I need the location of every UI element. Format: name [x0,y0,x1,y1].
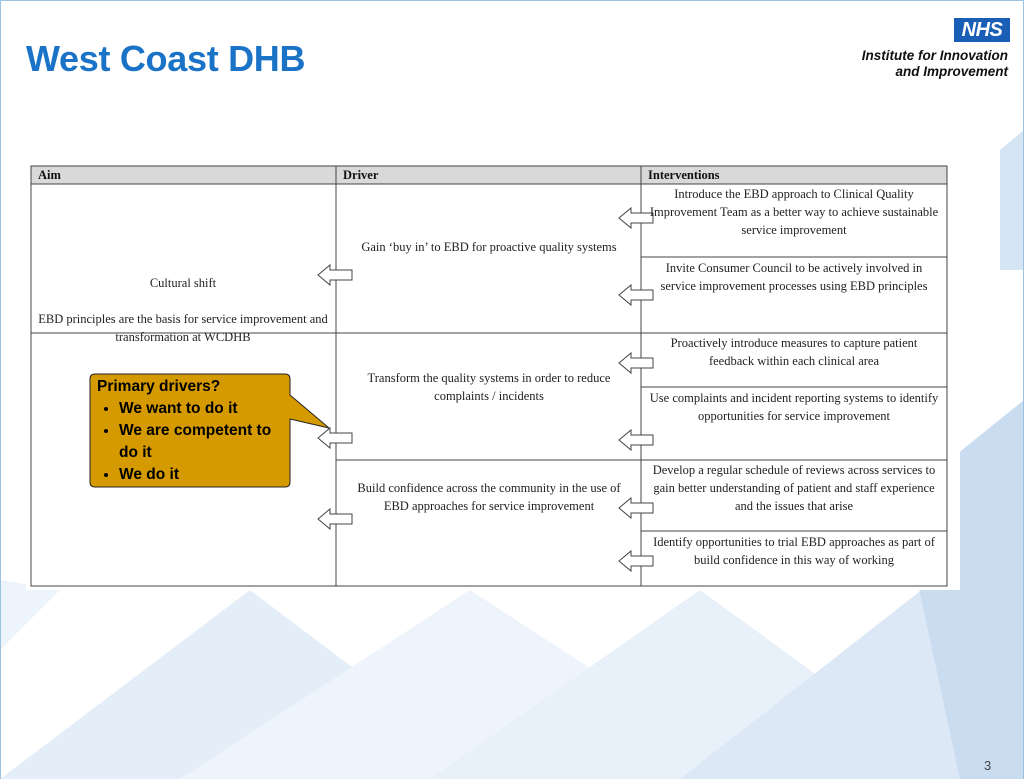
intervention-6: Identify opportunities to trial EBD approaches as part of build confidence in this way of working [653,535,935,567]
institute-name [862,48,1008,80]
intervention-4: Use complaints and incident reporting systems to identify opportunities for service improvement [649,391,939,423]
aim-title: Cultural shift [149,276,217,290]
callout-list [97,398,289,486]
slide-title: West Coast DHB [26,38,306,79]
callout-item: • We want to do it [119,398,289,420]
callout-item: • We do it [119,464,289,486]
driver-2: Transform the quality systems in order to reduce complaints / incidents [367,371,611,403]
institute-line-2: and Improvement [895,64,1008,79]
page-number: 3 [984,758,992,773]
header-driver: Driver [343,168,379,182]
header-interventions: Interventions [648,168,720,182]
intervention-5: Develop a regular schedule of reviews across services to gain better understanding of patient and staff experience and the issues that arise [652,463,936,513]
driver-1: Gain ‘buy in’ to EBD for proactive quality systems [361,240,617,254]
intervention-2: Invite Consumer Council to be actively involved in service improvement processes using EBD principles [660,261,928,293]
callout-item: • We are competent to do it [119,420,289,464]
intervention-1: Introduce the EBD approach to Clinical Quality Improvement Team as a better way to achieve sustainable service improvement [649,187,939,237]
nhs-logo: NHS [954,18,1010,42]
intervention-3: Proactively introduce measures to capture patient feedback within each clinical area [670,336,918,368]
aim-description: EBD principles are the basis for service improvement and transformation at WCDHB [38,312,328,344]
driver-3: Build confidence across the community in the use of EBD approaches for service improvement [357,481,621,513]
institute-line-1: Institute for Innovation [861,48,1008,63]
callout-text [97,376,289,486]
header-aim: Aim [38,168,61,182]
callout-heading: Primary drivers? [97,378,221,395]
